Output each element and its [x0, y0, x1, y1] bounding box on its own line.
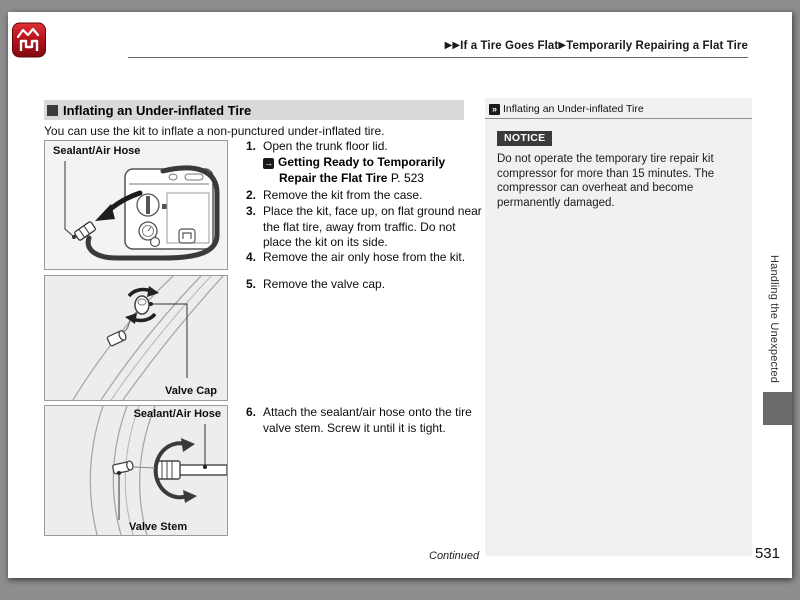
cross-ref-page: P. 523 [390, 170, 424, 185]
step-6-number: 6. [246, 405, 257, 419]
label-valve-stem: Valve Stem [129, 521, 188, 533]
label-sealant-air-hose-2: Sealant/Air Hose [133, 408, 221, 420]
breadcrumb-separator-icon: ▶ [558, 40, 567, 51]
double-chevron-icon: » [489, 104, 500, 115]
chapter-label: Handling the Unexpected [768, 255, 780, 384]
step-5-text: Remove the valve cap. [263, 277, 386, 291]
step-6-text: Attach the sealant/air hose onto the tire valve stem. Screw it until it is tight. [263, 405, 472, 435]
step-3 [246, 204, 484, 251]
intro-text: You can use the kit to inflate a non-punctured under-inflated tire. [44, 124, 385, 138]
continued-note: Continued [429, 550, 480, 562]
section-square-icon [47, 105, 58, 116]
step-6 [246, 405, 484, 436]
hose-stem-illustration [45, 406, 227, 535]
kit-illustration [45, 141, 227, 269]
valve-cap-illustration [45, 276, 227, 400]
notice-text: Do not operate the temporary tire repair kit compressor for more than 15 minutes. The compressor can overheat and become permanently damaged. [497, 153, 715, 209]
manual-page [8, 12, 792, 578]
figure-hose-stem [44, 405, 228, 536]
cross-ref-icon: → [264, 158, 273, 168]
step-1 [246, 139, 484, 155]
label-valve-cap: Valve Cap [165, 385, 217, 397]
figure-kit-hose [44, 140, 228, 270]
label-sealant-air-hose: Sealant/Air Hose [53, 145, 141, 157]
page-number: 531 [754, 545, 780, 562]
step-2 [246, 188, 484, 204]
step-2-number: 2. [246, 188, 257, 202]
breadcrumb-section-link[interactable]: If a Tire Goes Flat [460, 40, 559, 52]
step-5-number: 5. [246, 277, 257, 291]
section-title: Inflating an Under-inflated Tire [63, 102, 252, 118]
breadcrumb [445, 40, 748, 52]
breadcrumb-arrows-icon: ▶▶ [444, 40, 461, 51]
step-4 [246, 250, 484, 266]
cross-ref-title[interactable]: Getting Ready to Temporarily Repair the Flat Tire [278, 155, 446, 185]
section-heading-bar [44, 100, 464, 120]
header-divider [128, 57, 748, 58]
sidebar-header [485, 98, 752, 119]
step-5 [246, 277, 484, 293]
step-3-number: 3. [246, 204, 257, 218]
step-4-text: Remove the air only hose from the kit. [263, 250, 466, 264]
notice-badge: NOTICE [497, 131, 552, 146]
home-icon [12, 22, 46, 58]
breadcrumb-topic: Temporarily Repairing a Flat Tire [566, 40, 748, 52]
sidebar-title: Inflating an Under-inflated Tire [503, 103, 644, 115]
home-button[interactable] [12, 22, 46, 58]
step-3-text: Place the kit, face up, on flat ground near the flat tire, away from traffic. Do not place the kit on its side. [263, 204, 482, 249]
figure-valve-cap [44, 275, 228, 401]
step-2-text: Remove the kit from the case. [263, 188, 423, 202]
step-1-text: Open the trunk floor lid. [263, 139, 388, 153]
step-4-number: 4. [246, 250, 257, 264]
step-1-number: 1. [246, 139, 257, 153]
cross-reference-link[interactable] [263, 155, 485, 186]
notes-sidebar [485, 98, 752, 556]
chapter-tab[interactable] [763, 392, 792, 425]
